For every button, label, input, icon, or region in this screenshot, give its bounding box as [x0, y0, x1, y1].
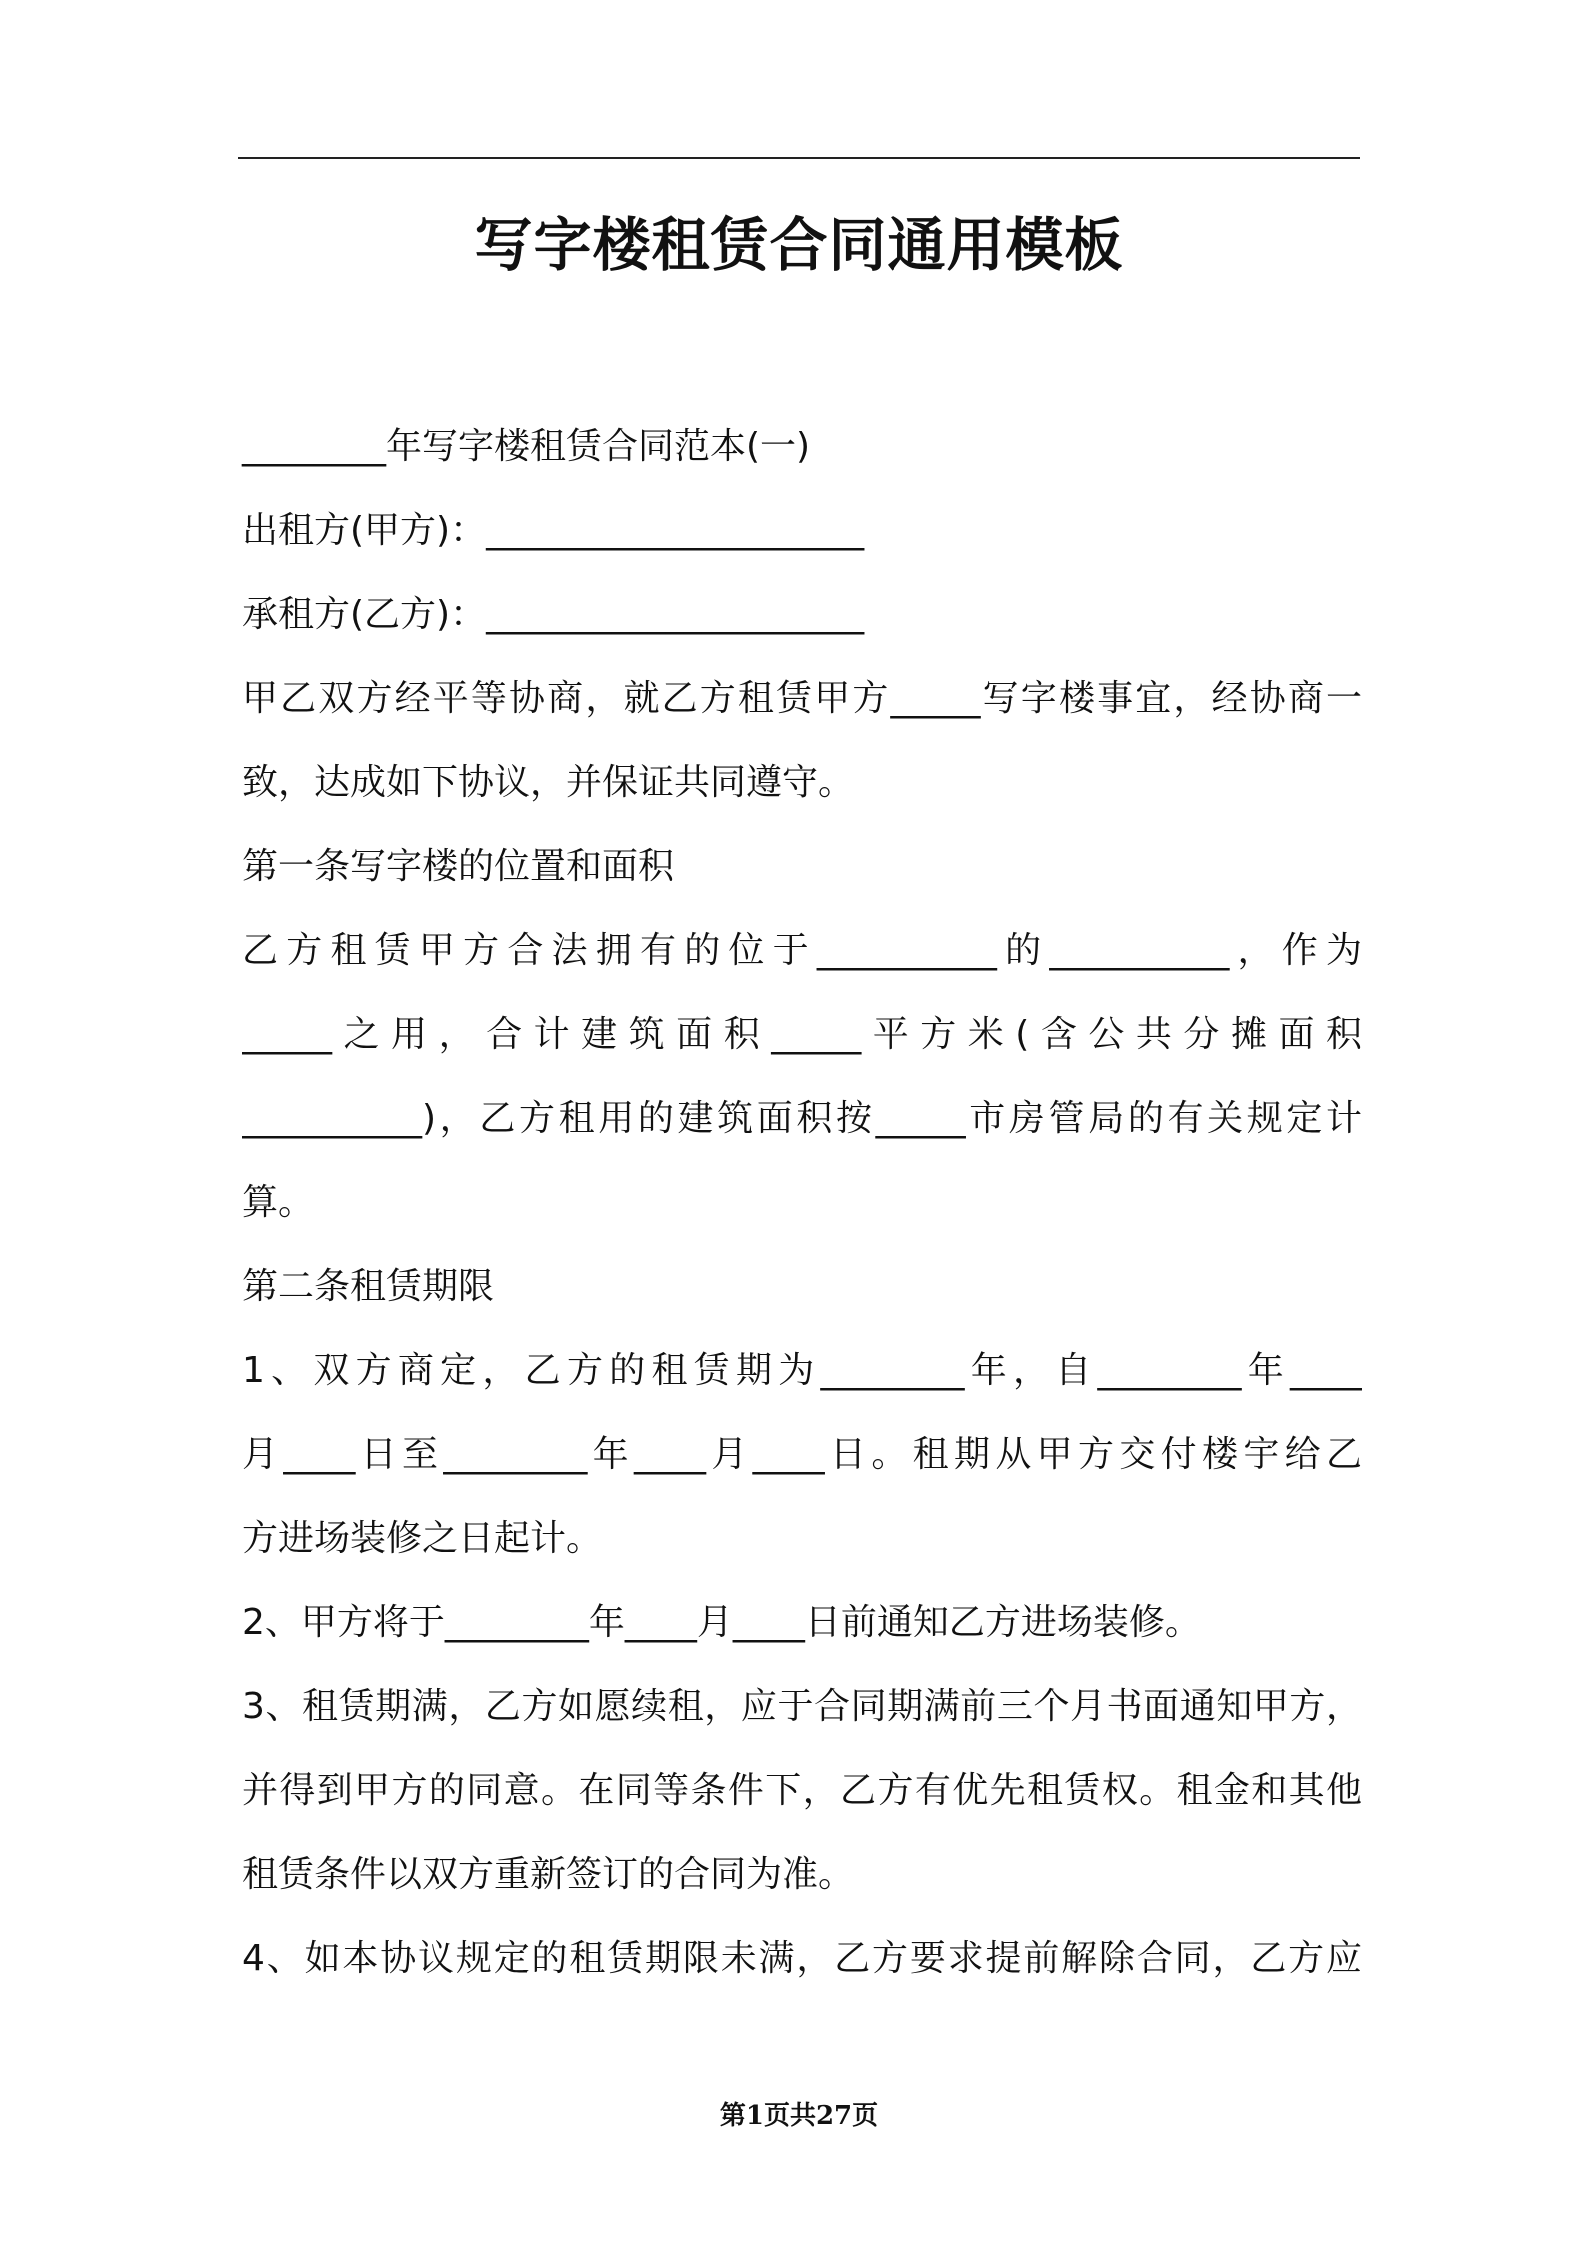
clause-line: 3、租赁期满，乙方如愿续租，应于合同期满前三个月书面通知甲方，	[242, 1686, 1362, 1727]
lessor-line: 出租方(甲方)：_____________________	[242, 510, 865, 551]
preamble-line: 致，达成如下协议，并保证共同遵守。	[242, 762, 855, 803]
header-rule	[238, 157, 1360, 159]
clause-line: 月____日至________年____月____日。租期从甲方交付楼宇给乙	[242, 1434, 1362, 1475]
clause-line: 租赁条件以双方重新签订的合同为准。	[242, 1854, 855, 1895]
clause-line: 2、甲方将于________年____月____日前通知乙方进场装修。	[242, 1602, 1201, 1643]
article-line: __________)，乙方租用的建筑面积按_____市房管局的有关规定计	[242, 1098, 1362, 1139]
clause-line: 1、双方商定，乙方的租赁期为________年，自________年____	[242, 1350, 1362, 1391]
clause-line: 并得到甲方的同意。在同等条件下，乙方有优先租赁权。租金和其他	[242, 1770, 1362, 1811]
article-line: 乙方租赁甲方合法拥有的位于__________的__________，作为	[242, 930, 1362, 971]
preamble-line: 甲乙双方经平等协商，就乙方租赁甲方_____写字楼事宜，经协商一	[242, 678, 1362, 719]
document-body	[242, 405, 1362, 2001]
document-title: 写字楼租赁合同通用模板	[474, 211, 1124, 279]
clause-line: 4、如本协议规定的租赁期限未满，乙方要求提前解除合同，乙方应	[242, 1938, 1362, 1979]
page-number: 第1页共27页	[719, 2101, 879, 2131]
lessee-line: 承租方(乙方)：_____________________	[242, 594, 865, 635]
article-heading: 第一条写字楼的位置和面积	[242, 846, 675, 887]
article-line: 算。	[242, 1182, 315, 1223]
article-heading: 第二条租赁期限	[242, 1266, 495, 1307]
clause-line: 方进场装修之日起计。	[242, 1518, 603, 1559]
contract-subtitle: ________年写字楼租赁合同范本(一)	[242, 426, 811, 467]
article-line: _____之用，合计建筑面积_____平方米(含公共分摊面积	[242, 1014, 1362, 1055]
